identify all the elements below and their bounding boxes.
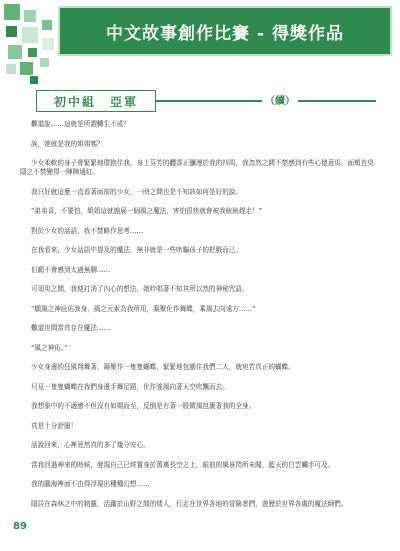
story-paragraph: 我只好就這麼一直看著面前的少女，一時之間也是不知該如何是好的說。 (31, 187, 242, 196)
story-paragraph: 難道世間當真存在魔法…… (31, 324, 111, 332)
story-paragraph: 當我回過神來的時候，發現自己已經置身於萬裏長空之上，眼前的風景閃所未聞，藍天的白雲觸手可及。 (31, 460, 335, 469)
continuation-tag: （續） (262, 92, 298, 107)
story-paragraph: 我的腦海裡面不由得浮現出種種幻想…… (31, 480, 150, 488)
decorative-square (8, 45, 22, 59)
decorative-square (40, 58, 49, 67)
decorative-square (6, 64, 16, 74)
story-paragraph: 對於少女的話語，我不禁略作思考…… (31, 226, 144, 235)
section-label (36, 90, 156, 112)
title-banner (58, 6, 392, 56)
decorative-square (42, 20, 52, 30)
story-paragraph: 在我看來，少女話語中提及的魔法，無非就是一些哄騙孩子的把戲而已。 (31, 246, 242, 254)
story-paragraph: 少女柔軟的身子骨緊緊地環抱住我，身上芬芳的體香正瀰漫於我的四周，我忽然之間不禁感到有些心猿意馬，面頰也臭隱之不禁變得一陣陣通紅。 (20, 159, 374, 176)
page-number: 89 (13, 521, 27, 532)
story-paragraph: 隱居在森林之中的精靈，活躍於山野之間的矮人，行走在世界各地的冒險者們，遊歷於世界各處的魔法師們。 (31, 499, 348, 508)
decorative-square (20, 62, 33, 75)
story-body (20, 120, 380, 519)
decorative-square (4, 4, 20, 20)
story-paragraph: 可須臾之間，我便打消了內心的想法，她吟唱著不知其所以然的神秘咒語。 (31, 285, 249, 293)
story-paragraph: 少女身邊的狂風翔舞著，凝聚作一隻隻蝴蝶，緊緊地包圍住我們二人，就宛若真正的蝴蝶。 (31, 363, 295, 371)
story-paragraph: “弟弟喜，不要怕，姐姐這就施展一個風之魔法，害怕很快就會被我統統趕走！” (31, 207, 263, 215)
story-paragraph: 話說回來，心裡竟然真的多了幾分安心。 (31, 441, 150, 449)
decorative-square (28, 48, 37, 57)
story-paragraph: 誒，她就是我的姐姐嗎？ (31, 139, 104, 148)
decorative-square (30, 76, 38, 84)
story-paragraph: 但願不會感到太過無聊…… (31, 265, 111, 274)
story-paragraph: 我想象中的不適感不但沒有如期而至，反倒是有著一股微風包裹著我的全身。 (31, 402, 256, 410)
award-category: 初中組 亞軍 (53, 94, 138, 109)
story-paragraph: 真是十分舒服！ (31, 421, 78, 430)
story-paragraph: “願風之神庇佑我身，風之元素為我所用，凝聚化作舞蝶，乘風去向遠方……” (31, 304, 256, 313)
decorative-square (6, 26, 17, 37)
decorative-square (22, 27, 38, 43)
decorative-square (24, 10, 36, 22)
story-paragraph: 難道說……這就是所謂轉生不成？ (31, 120, 130, 128)
decorative-square (42, 38, 54, 50)
story-paragraph: 只見一隻隻蝴蝶在我們身邊手舞足蹈，化作強風向著天空吹飄而去。 (31, 382, 229, 391)
story-paragraph: “風之神佑。” (31, 343, 68, 352)
page-title: 中文故事創作比賽 - 得獎作品 (106, 23, 344, 44)
